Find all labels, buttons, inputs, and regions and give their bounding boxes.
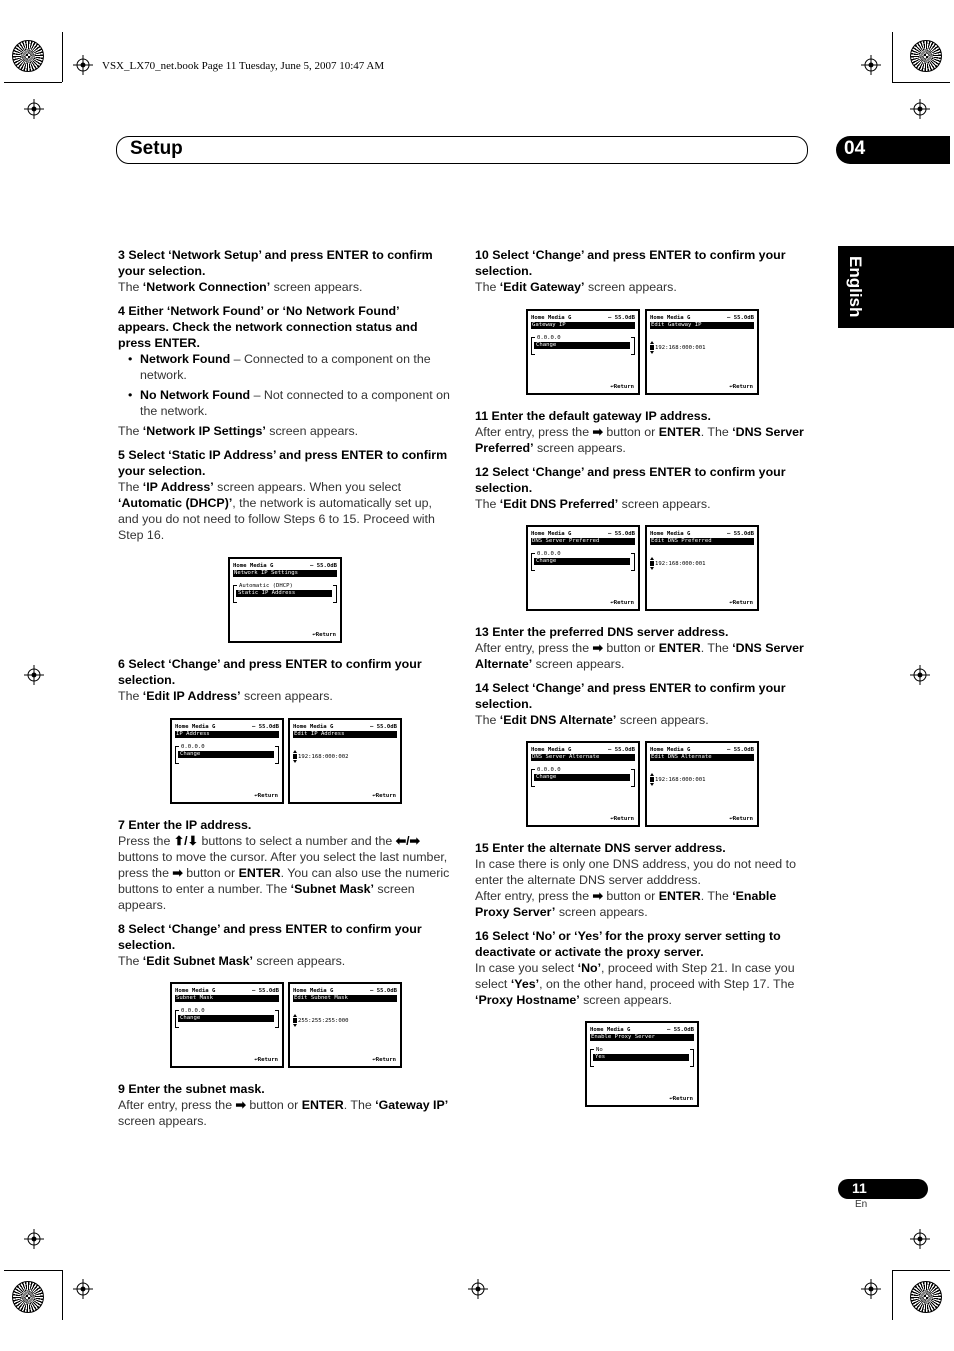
lcd-volume: – 55.0dB	[727, 531, 754, 537]
lcd-title: Edit Gateway IP	[650, 322, 754, 329]
step-9-text: After entry, press the ➡ button or ENTER. The ‘Gateway IP’ screen appears.	[118, 1098, 449, 1128]
step-12-text: The ‘Edit DNS Preferred’ screen appears.	[475, 497, 711, 511]
print-slug: VSX_LX70_net.book Page 11 Tuesday, June 5, 2007 10:47 AM	[102, 60, 385, 72]
lcd-title: Network IP Settings	[233, 570, 337, 577]
lcd-source: Home Media G	[175, 988, 216, 994]
lcd-volume: – 55.0dB	[727, 747, 754, 753]
step-16-text: In case you select ‘No’, proceed with Step 21. In case you select ‘Yes’, on the other hand, proceed with Step 17. The ‘Proxy Hostname’ screen appears.	[475, 961, 795, 1007]
lcd-option-selected: Yes	[593, 1054, 689, 1061]
lcd-source: Home Media G	[293, 988, 334, 994]
lcd-title: Edit DNS Preferred	[650, 538, 754, 545]
left-right-arrow-icon: ⬅/➡	[395, 834, 420, 848]
lcd-return: ↩Return	[372, 1057, 396, 1063]
lcd-option-selected: Change	[534, 342, 630, 349]
registration-sunburst-icon	[12, 1281, 44, 1313]
lcd-ip-value: 192:168:000:001	[655, 561, 706, 567]
lcd-return: ↩Return	[610, 384, 634, 390]
cursor-updown-icon	[650, 341, 654, 354]
registration-crosshair-icon	[910, 665, 930, 685]
registration-crosshair-icon	[861, 55, 881, 75]
lcd-edit-gateway-ip	[645, 309, 759, 395]
crop-mark	[62, 32, 63, 82]
lcd-source: Home Media G	[531, 531, 572, 537]
registration-crosshair-icon	[24, 1229, 44, 1249]
lcd-title: DNS Server Preferred	[531, 538, 635, 545]
right-arrow-icon: ➡	[235, 1098, 246, 1112]
lcd-return: ↩Return	[669, 1096, 693, 1102]
left-column-step-6	[118, 656, 452, 704]
registration-sunburst-icon	[910, 1281, 942, 1313]
step-9-heading: 9 Enter the subnet mask.	[118, 1082, 265, 1096]
left-column	[118, 247, 452, 543]
lcd-volume: – 55.0dB	[370, 724, 397, 730]
step-10-heading: 10 Select ‘Change’ and press ENTER to confirm your selection.	[475, 248, 786, 278]
lcd-volume: – 55.0dB	[252, 988, 279, 994]
lcd-ip-value: 192:168:000:001	[655, 777, 706, 783]
lcd-source: Home Media G	[650, 531, 691, 537]
lcd-subnet-mask	[170, 982, 284, 1068]
lcd-return: ↩Return	[312, 632, 336, 638]
registration-sunburst-icon	[12, 40, 44, 72]
crop-mark	[892, 1270, 893, 1320]
lcd-option-selected: Change	[534, 774, 630, 781]
lcd-ip-value: 192:168:000:001	[655, 345, 706, 351]
language-tab-label: English	[846, 256, 865, 318]
step-3-text: The ‘Network Connection’ screen appears.	[118, 280, 363, 294]
crop-mark	[892, 1270, 950, 1271]
page-number: 11	[838, 1179, 928, 1199]
registration-crosshair-icon	[24, 99, 44, 119]
step-4-heading: 4 Either ‘Network Found’ or ‘No Network Found’ appears. Check the network connection status and press ENTER.	[118, 304, 418, 350]
cursor-updown-icon	[293, 1014, 297, 1027]
step-8-text: The ‘Edit Subnet Mask’ screen appears.	[118, 954, 346, 968]
lcd-volume: – 55.0dB	[310, 563, 337, 569]
lcd-return: ↩Return	[729, 600, 753, 606]
lcd-option-selected: Change	[534, 558, 630, 565]
lcd-return: ↩Return	[254, 793, 278, 799]
registration-crosshair-icon	[910, 99, 930, 119]
bullet-network-found: • Network Found – Connected to a component on the network.	[118, 351, 452, 383]
lcd-title: Gateway IP	[531, 322, 635, 329]
up-down-arrow-icon: ⬆/⬇	[173, 834, 199, 848]
lcd-title: Edit IP Address	[293, 731, 397, 738]
step-11-heading: 11 Enter the default gateway IP address.	[475, 409, 711, 423]
lcd-edit-ip-address	[288, 718, 402, 804]
step-16-heading: 16 Select ‘No’ or ‘Yes’ for the proxy server setting to deactivate or activate the proxy server.	[475, 929, 781, 959]
right-arrow-icon: ➡	[592, 425, 603, 439]
step-7-heading: 7 Enter the IP address.	[118, 818, 252, 832]
lcd-return: ↩Return	[729, 816, 753, 822]
right-column-step-11	[475, 408, 811, 512]
registration-crosshair-icon	[861, 1279, 881, 1299]
right-arrow-icon: ➡	[592, 889, 603, 903]
right-column-step-10	[475, 247, 811, 295]
lcd-value: 0.0.0.0	[181, 744, 205, 750]
lcd-title: IP Address	[175, 731, 279, 738]
lcd-gateway-ip	[526, 309, 640, 395]
page-title: Setup	[130, 138, 183, 159]
lcd-return: ↩Return	[610, 816, 634, 822]
lcd-ip-value: 192:168:000:002	[298, 754, 349, 760]
step-6-text: The ‘Edit IP Address’ screen appears.	[118, 689, 333, 703]
lcd-volume: – 55.0dB	[667, 1027, 694, 1033]
registration-sunburst-icon	[910, 40, 942, 72]
cursor-updown-icon	[293, 750, 297, 763]
lcd-title: Enable Proxy Server	[590, 1034, 694, 1041]
lcd-edit-dns-alternate	[645, 741, 759, 827]
registration-crosshair-icon	[73, 55, 93, 75]
step-10-text: The ‘Edit Gateway’ screen appears.	[475, 280, 677, 294]
step-6-heading: 6 Select ‘Change’ and press ENTER to confirm your selection.	[118, 657, 422, 687]
lcd-value: 0.0.0.0	[537, 767, 561, 773]
lcd-option-selected: Change	[178, 1015, 274, 1022]
lcd-value: 0.0.0.0	[181, 1008, 205, 1014]
lcd-network-ip-settings	[228, 557, 342, 643]
step-4-text: The ‘Network IP Settings’ screen appears.	[118, 424, 359, 438]
lcd-source: Home Media G	[293, 724, 334, 730]
lcd-return: ↩Return	[254, 1057, 278, 1063]
step-11-text: After entry, press the ➡ button or ENTER. The ‘DNS Server Preferred’ screen appears.	[475, 425, 804, 455]
crop-mark	[4, 1270, 62, 1271]
lcd-volume: – 55.0dB	[608, 315, 635, 321]
lcd-source: Home Media G	[650, 315, 691, 321]
lcd-volume: – 55.0dB	[370, 988, 397, 994]
lcd-volume: – 55.0dB	[252, 724, 279, 730]
lcd-title: Subnet Mask	[175, 995, 279, 1002]
crop-mark	[892, 32, 893, 82]
lcd-return: ↩Return	[610, 600, 634, 606]
step-7-text: Press the ⬆/⬇ buttons to select a number and the ⬅/➡ buttons to move the cursor. After you select the last number, press the ➡ button or ENTER. You can also use the numeric buttons to enter a number. The ‘Subnet Mask’ screen appears.	[118, 834, 450, 912]
registration-crosshair-icon	[910, 1229, 930, 1249]
right-column-step-13	[475, 624, 811, 728]
crop-mark	[4, 82, 62, 83]
cursor-updown-icon	[650, 557, 654, 570]
lcd-ip-address	[170, 718, 284, 804]
step-15-heading: 15 Enter the alternate DNS server address.	[475, 841, 726, 855]
lcd-volume: – 55.0dB	[727, 315, 754, 321]
lcd-source: Home Media G	[531, 747, 572, 753]
lcd-volume: – 55.0dB	[608, 747, 635, 753]
lcd-option: No	[596, 1047, 603, 1053]
step-8-heading: 8 Select ‘Change’ and press ENTER to confirm your selection.	[118, 922, 422, 952]
lcd-source: Home Media G	[175, 724, 216, 730]
right-arrow-icon: ➡	[592, 641, 603, 655]
lcd-return: ↩Return	[729, 384, 753, 390]
step-12-heading: 12 Select ‘Change’ and press ENTER to confirm your selection.	[475, 465, 786, 495]
lcd-source: Home Media G	[650, 747, 691, 753]
lcd-return: ↩Return	[372, 793, 396, 799]
lcd-edit-subnet-mask	[288, 982, 402, 1068]
registration-crosshair-icon	[468, 1279, 488, 1299]
lcd-title: Edit Subnet Mask	[293, 995, 397, 1002]
step-15-text-a: In case there is only one DNS address, you do not need to enter the alternate DNS server adddress.	[475, 857, 796, 887]
right-arrow-icon: ➡	[172, 866, 183, 880]
step-14-heading: 14 Select ‘Change’ and press ENTER to confirm your selection.	[475, 681, 786, 711]
step-5-text: The ‘IP Address’ screen appears. When you select ‘Automatic (DHCP)’, the network is automatically set up, and you do not need to follow Steps 6 to 15. Proceed with Step 16.	[118, 480, 435, 542]
lcd-value: 0.0.0.0	[537, 551, 561, 557]
right-column-step-15	[475, 840, 811, 1008]
step-5-heading: 5 Select ‘Static IP Address’ and press ENTER to confirm your selection.	[118, 448, 448, 478]
step-3-heading: 3 Select ‘Network Setup’ and press ENTER to confirm your selection.	[118, 248, 433, 278]
page-language: En	[855, 1199, 868, 1210]
lcd-source: Home Media G	[531, 315, 572, 321]
step-13-text: After entry, press the ➡ button or ENTER. The ‘DNS Server Alternate’ screen appears.	[475, 641, 804, 671]
lcd-edit-dns-preferred	[645, 525, 759, 611]
lcd-source: Home Media G	[590, 1027, 631, 1033]
chapter-number: 04	[836, 136, 950, 164]
lcd-value: 0.0.0.0	[537, 335, 561, 341]
registration-crosshair-icon	[24, 665, 44, 685]
lcd-enable-proxy-server	[585, 1021, 699, 1107]
lcd-volume: – 55.0dB	[608, 531, 635, 537]
step-15-text-b: After entry, press the ➡ button or ENTER. The ‘Enable Proxy Server’ screen appears.	[475, 889, 777, 919]
bullet-no-network-found: • No Network Found – Not connected to a component on the network.	[118, 387, 452, 419]
lcd-title: Edit DNS Alternate	[650, 754, 754, 761]
left-column-step-7	[118, 817, 452, 969]
lcd-option-selected: Static IP Address	[236, 590, 332, 597]
cursor-updown-icon	[650, 773, 654, 786]
step-14-text: The ‘Edit DNS Alternate’ screen appears.	[475, 713, 709, 727]
crop-mark	[62, 1270, 63, 1320]
registration-crosshair-icon	[73, 1279, 93, 1299]
lcd-ip-value: 255:255:255:000	[298, 1018, 349, 1024]
lcd-option-selected: Change	[178, 751, 274, 758]
step-13-heading: 13 Enter the preferred DNS server address.	[475, 625, 729, 639]
lcd-source: Home Media G	[233, 563, 274, 569]
lcd-title: DNS Server Alternate	[531, 754, 635, 761]
lcd-dns-server-alternate	[526, 741, 640, 827]
header-bar	[116, 136, 808, 164]
lcd-option: Automatic (DHCP)	[239, 583, 293, 589]
lcd-dns-server-preferred	[526, 525, 640, 611]
left-column-step-9	[118, 1081, 452, 1129]
crop-mark	[892, 82, 950, 83]
